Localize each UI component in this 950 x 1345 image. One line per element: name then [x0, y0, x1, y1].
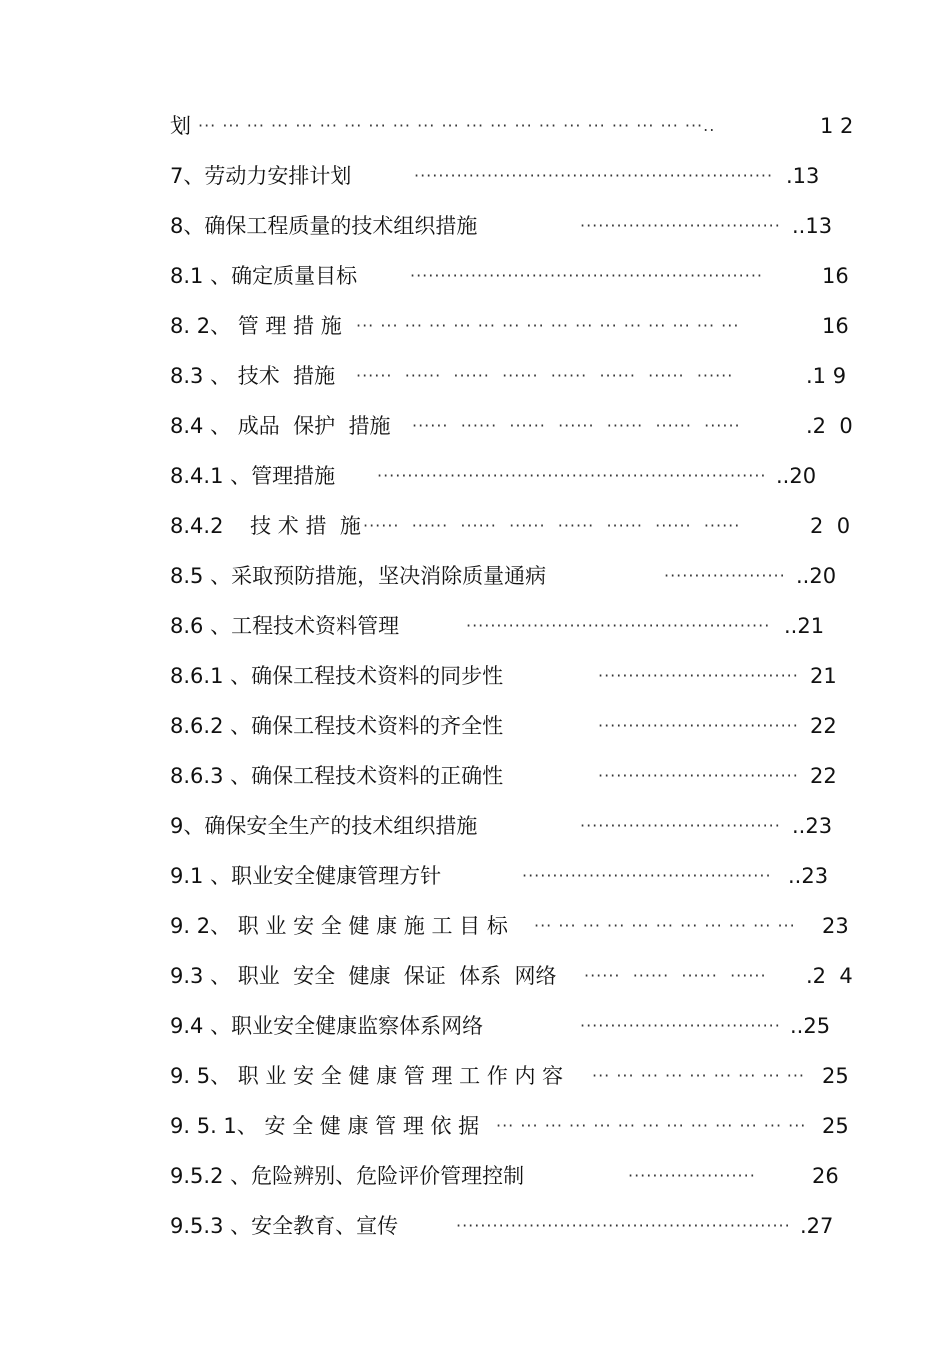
toc-line[interactable]	[0, 560, 950, 592]
toc-line[interactable]	[0, 460, 950, 492]
toc-label: 9.4 、职业安全健康监察体系网络	[170, 1014, 484, 1038]
toc-label: 9、确保安全生产的技术组织措施	[170, 814, 478, 838]
toc-page-number: 21	[810, 664, 837, 688]
toc-label: 8.6 、工程技术资料管理	[170, 614, 400, 638]
toc-line[interactable]	[0, 960, 950, 992]
toc-leader-dots: ··· ··· ··· ··· ··· ··· ··· ··· ··· ··· ···	[534, 916, 796, 935]
toc-line[interactable]	[0, 160, 950, 192]
toc-leader-dots: ······ ······ ······ ······	[584, 966, 767, 985]
toc-page-number: .27	[800, 1214, 834, 1238]
toc-leader-dots: ··· ··· ··· ··· ··· ··· ··· ··· ··· ··· ··· ··· ··· ··· ··· ··· ··· ··· ··· ··· ···..	[198, 116, 716, 135]
toc-line[interactable]	[0, 360, 950, 392]
toc-page-number: .2 4	[806, 964, 853, 988]
toc-label: 8.1 、确定质量目标	[170, 264, 358, 288]
toc-leader-dots: ··················································	[466, 616, 771, 635]
toc-page-number: 22	[810, 764, 837, 788]
toc-leader-dots: ·································	[580, 816, 781, 835]
toc-line[interactable]	[0, 1210, 950, 1242]
toc-page-number: 16	[822, 314, 849, 338]
toc-line[interactable]	[0, 660, 950, 692]
toc-line[interactable]	[0, 710, 950, 742]
toc-leader-dots: ·········································	[522, 866, 772, 885]
toc-page-number: ..13	[792, 214, 833, 238]
toc-line[interactable]	[0, 910, 950, 942]
toc-line[interactable]	[0, 110, 950, 142]
toc-line[interactable]	[0, 860, 950, 892]
toc-label: 8.6.1 、确保工程技术资料的同步性	[170, 664, 504, 688]
toc-label: 9. 5. 1、 安 全 健 康 管 理 依 据	[170, 1114, 480, 1138]
toc-label: 8.6.2 、确保工程技术资料的齐全性	[170, 714, 504, 738]
toc-line[interactable]	[0, 310, 950, 342]
toc-leader-dots: ··························································	[410, 266, 763, 285]
toc-page-number: ..20	[776, 464, 817, 488]
toc-leader-dots: ····················	[664, 566, 786, 585]
toc-page-number: ..23	[788, 864, 829, 888]
toc-leader-dots: ·································	[580, 216, 781, 235]
toc-leader-dots: ···························································	[414, 166, 774, 185]
toc-page-number: .13	[786, 164, 820, 188]
toc-label: 8.6.3 、确保工程技术资料的正确性	[170, 764, 504, 788]
toc-line[interactable]	[0, 260, 950, 292]
toc-page-number: 16	[822, 264, 849, 288]
toc-page-number: 26	[812, 1164, 839, 1188]
toc-line[interactable]	[0, 1060, 950, 1092]
toc-label: 9.3 、 职业 安全 健康 保证 体系 网络	[170, 964, 557, 988]
toc-page-number: .2 0	[806, 414, 853, 438]
toc-label: 8.4.1 、管理措施	[170, 464, 336, 488]
toc-line[interactable]	[0, 760, 950, 792]
toc-label: 8. 2、 管 理 措 施	[170, 314, 342, 338]
toc-line[interactable]	[0, 510, 950, 542]
toc-label: 划	[170, 114, 191, 138]
toc-line[interactable]	[0, 210, 950, 242]
toc-leader-dots: ································································	[377, 466, 767, 485]
toc-leader-dots: ······ ······ ······ ······ ······ ······ ······ ······	[356, 366, 734, 385]
toc-line[interactable]	[0, 1110, 950, 1142]
toc-leader-dots: ·······················································	[456, 1216, 791, 1235]
toc-leader-dots: ··· ··· ··· ··· ··· ··· ··· ··· ··· ··· ··· ··· ···	[496, 1116, 813, 1135]
toc-leader-dots: ······ ······ ······ ······ ······ ······ ······ ······	[363, 516, 741, 535]
toc-page-number: 25	[822, 1114, 849, 1138]
toc-page-number: 1 2	[820, 114, 854, 138]
toc-page-number: ..25	[790, 1014, 831, 1038]
toc-label: 8.4.2 技 术 措 施	[170, 514, 361, 538]
toc-label: 9.5.2 、危险辨别、危险评价管理控制	[170, 1164, 525, 1188]
toc-page-number: 22	[810, 714, 837, 738]
toc-page-number: ..23	[792, 814, 833, 838]
toc-leader-dots: ·································	[580, 1016, 781, 1035]
toc-label: 7、劳动力安排计划	[170, 164, 352, 188]
toc-line[interactable]	[0, 810, 950, 842]
toc-label: 9. 2、 职 业 安 全 健 康 施 工 目 标	[170, 914, 508, 938]
toc-leader-dots: ·································	[598, 716, 799, 735]
toc-page-number: ..21	[784, 614, 825, 638]
toc-label: 8.3 、 技术 措施	[170, 364, 336, 388]
toc-leader-dots: ·································	[598, 766, 799, 785]
toc-label: 8、确保工程质量的技术组织措施	[170, 214, 478, 238]
toc-label: 9. 5、 职 业 安 全 健 康 管 理 工 作 内 容	[170, 1064, 564, 1088]
toc-line[interactable]	[0, 1010, 950, 1042]
toc-label: 8.4 、 成品 保护 措施	[170, 414, 391, 438]
toc-leader-dots: ······ ······ ······ ······ ······ ······ ······	[412, 416, 741, 435]
toc-page-number: 25	[822, 1064, 849, 1088]
toc-label: 8.5 、采取预防措施，坚决消除质量通病	[170, 564, 547, 588]
toc-leader-dots: ··· ··· ··· ··· ··· ··· ··· ··· ···	[592, 1066, 806, 1085]
toc-page-number: 23	[822, 914, 849, 938]
toc-page-number: ..20	[796, 564, 837, 588]
toc-page-number: 2 0	[810, 514, 851, 538]
toc-page-number: .1 9	[806, 364, 847, 388]
toc-label: 9.5.3 、安全教育、宣传	[170, 1214, 399, 1238]
toc-line[interactable]	[0, 610, 950, 642]
toc-leader-dots: ·····················	[628, 1166, 756, 1185]
toc-line[interactable]	[0, 1160, 950, 1192]
toc-leader-dots: ·································	[598, 666, 799, 685]
toc-label: 9.1 、职业安全健康管理方针	[170, 864, 442, 888]
toc-line[interactable]	[0, 410, 950, 442]
toc-leader-dots: ··· ··· ··· ··· ··· ··· ··· ··· ··· ··· ··· ··· ··· ··· ··· ···	[356, 316, 740, 335]
